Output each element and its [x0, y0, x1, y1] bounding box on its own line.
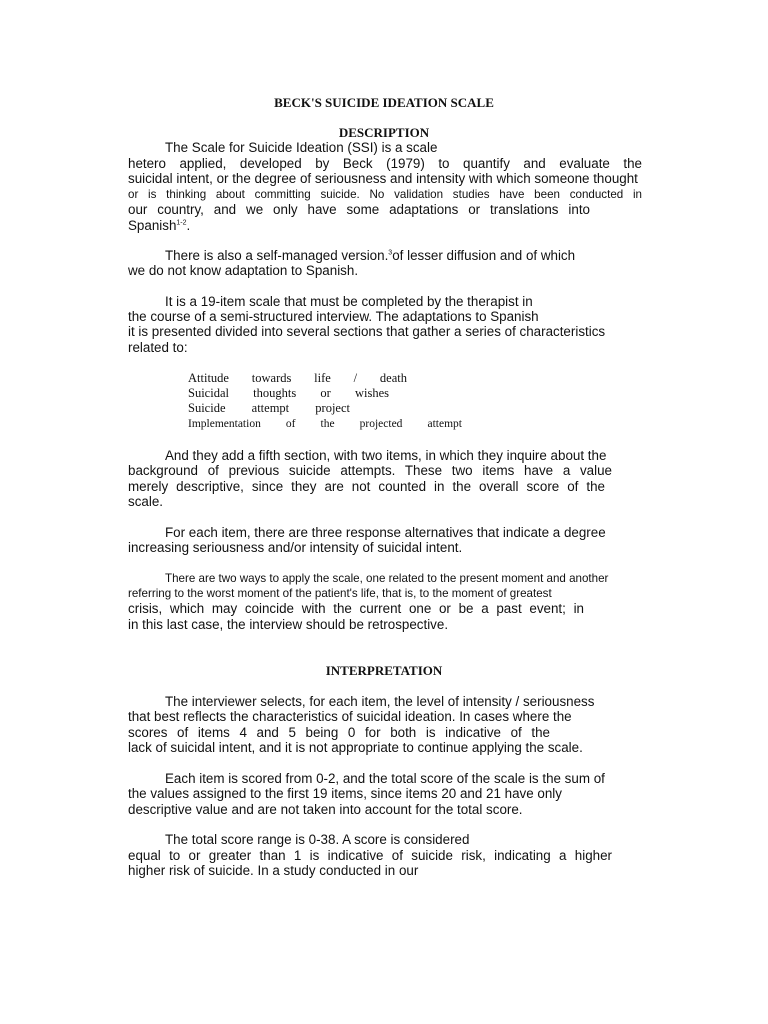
text-line: or is thinking about committing suicide. No validation studies have been conducted in: [128, 188, 642, 201]
text-line: higher risk of suicide. In a study conducted in our: [128, 863, 419, 878]
text-line: And they add a fifth section, with two items, in which they inquire about the: [165, 448, 607, 463]
text-line: hetero applied, developed by Beck (1979) to quantify and evaluate the: [128, 156, 642, 171]
text-line: There are two ways to apply the scale, one related to the present moment and another: [165, 572, 609, 585]
list-item: Suicide attempt project: [188, 401, 350, 415]
text-line: it is presented divided into several sections that gather a series of characteristics: [128, 324, 606, 339]
text-line: crisis, which may coincide with the current one or be a past event; in: [128, 601, 584, 616]
text-line: related to:: [128, 340, 188, 355]
text-line: It is a 19-item scale that must be completed by the therapist in: [165, 294, 533, 309]
text-line: background of previous suicide attempts. These two items have a value: [128, 463, 612, 478]
text-line: scale.: [128, 494, 163, 509]
list-item: Attitude towards life / death: [188, 371, 407, 385]
text-line: increasing seriousness and/or intensity of suicidal intent.: [128, 540, 463, 555]
text-line: descriptive value and are not taken into account for the total score.: [128, 802, 523, 817]
text-span: .: [186, 218, 191, 233]
text-line: merely descriptive, since they are not counted in the overall score of the: [128, 479, 605, 494]
text-line: The Scale for Suicide Ideation (SSI) is a scale: [165, 140, 438, 155]
interpretation-heading: INTERPRETATION: [325, 663, 443, 678]
text-span: There is also a self-managed version.: [165, 248, 389, 263]
document-title: BECK'S SUICIDE IDEATION SCALE: [274, 95, 494, 110]
footnote-ref: 3: [388, 249, 393, 257]
text-line: our country, and we only have some adaptations or translations into: [128, 202, 590, 217]
text-line: [165, 248, 642, 264]
text-line: suicidal intent, or the degree of seriousness and intensity with which someone thought: [128, 171, 638, 186]
text-span: Spanish: [128, 218, 177, 233]
text-line: The interviewer selects, for each item, the level of intensity / seriousness: [165, 694, 595, 709]
text-line: the values assigned to the first 19 items, since items 20 and 21 have only: [128, 786, 562, 801]
list-item: Suicidal thoughts or wishes: [188, 386, 389, 400]
list-item: Implementation of the projected attempt: [188, 418, 462, 430]
text-line: Each item is scored from 0-2, and the total score of the scale is the sum of: [165, 771, 605, 786]
text-line: lack of suicidal intent, and it is not appropriate to continue applying the scale.: [128, 740, 583, 755]
text-span: of lesser diffusion and of which: [392, 248, 576, 263]
text-line: [128, 218, 642, 234]
text-line: we do not know adaptation to Spanish.: [128, 263, 359, 278]
text-line: For each item, there are three response alternatives that indicate a degree: [165, 525, 606, 540]
text-line: the course of a semi-structured interview. The adaptations to Spanish: [128, 309, 539, 324]
text-line: equal to or greater than 1 is indicative of suicide risk, indicating a higher: [128, 848, 612, 863]
text-line: The total score range is 0-38. A score is considered: [165, 832, 470, 847]
description-heading: DESCRIPTION: [338, 125, 430, 140]
text-line: scores of items 4 and 5 being 0 for both is indicative of the: [128, 725, 550, 740]
text-line: in this last case, the interview should be retrospective.: [128, 617, 449, 632]
footnote-ref: 1-2: [176, 219, 187, 227]
text-line: that best reflects the characteristics of suicidal ideation. In cases where the: [128, 709, 572, 724]
text-line: referring to the worst moment of the patient's life, that is, to the moment of greatest: [128, 587, 552, 600]
